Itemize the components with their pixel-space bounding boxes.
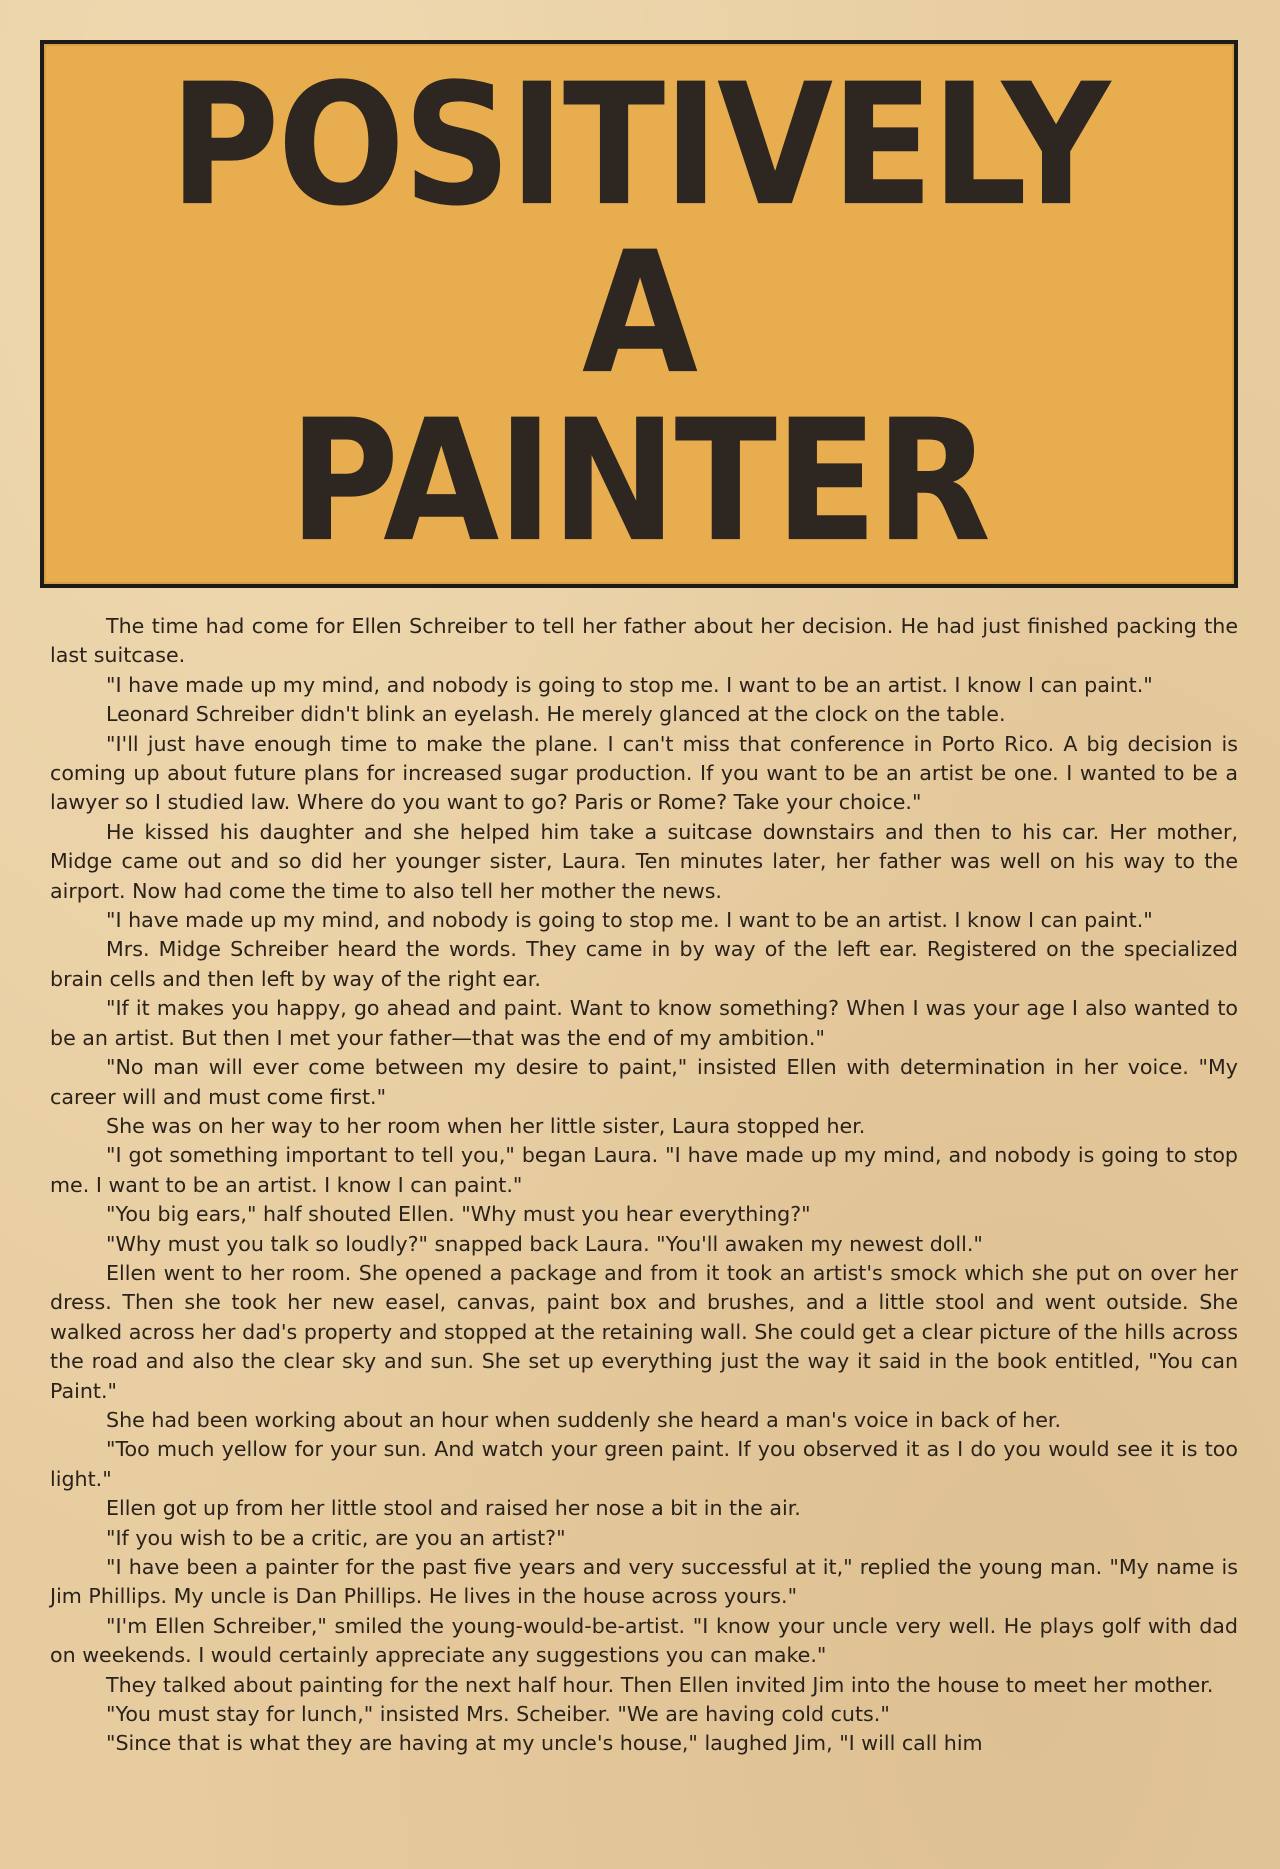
story-paragraph: "I have made up my mind, and nobody is going to stop me. I want to be an artist. I know I can paint." <box>106 908 1153 933</box>
story-paragraph: "I'll just have enough time to make the plane. I can't miss that conference in Porto Rico. A big decision is coming up about future plans for increased sugar production. If you want to be an artist be one. I wanted to be a lawyer so I studied law. Where do you want to go? Paris or Rome? Take your choice." <box>50 731 1238 815</box>
story-paragraph: Mrs. Midge Schreiber heard the words. They came in by way of the left ear. Registered on the specialized brain cells and then left by way of the right ear. <box>50 937 1238 991</box>
story-paragraph: Ellen went to her room. She opened a package and from it took an artist's smock which she put on over her dress. Then she took her new easel, canvas, paint box and brushes, and a little stool and went outside. She walked across her dad's property and stopped at the retaining wall. She could get a clear picture of the hills across the road and also the clear sky and sun. She set up everything just the way it said in the book entitled, "You can Paint." <box>50 1260 1238 1403</box>
story-paragraph: Leonard Schreiber didn't blink an eyelash. He merely glanced at the clock on the table. <box>106 702 1006 727</box>
story-paragraph: "I got something important to tell you," began Laura. "I have made up my mind, and nobody is going to stop me. I want to be an artist. I know I can paint." <box>50 1143 1238 1197</box>
story-paragraph: She had been working about an hour when suddenly she heard a man's voice in back of her. <box>106 1407 1062 1432</box>
story-paragraph: The time had come for Ellen Schreiber to tell her father about her decision. He had just finished packing the last suitcase. <box>50 614 1238 668</box>
story-paragraph: "You big ears," half shouted Ellen. "Why must you hear everything?" <box>106 1202 811 1227</box>
title-line-1: POSITIVELY <box>169 48 1109 244</box>
story-paragraph: They talked about painting for the next half hour. Then Ellen invited Jim into the house to meet her mother. <box>106 1672 1214 1697</box>
story-paragraph: "No man will ever come between my desire to paint," insisted Ellen with determination in her voice. "My career will and must come first." <box>50 1055 1238 1109</box>
story-paragraph: "I'm Ellen Schreiber," smiled the young-would-be-artist. "I know your uncle very well. He plays golf with dad on weekends. I would certainly appreciate any suggestions you can make." <box>50 1613 1238 1668</box>
title-line-3: PAINTER <box>289 384 989 580</box>
story-text <box>50 612 1238 1759</box>
story-paragraph: Ellen got up from her little stool and raised her nose a bit in the air. <box>106 1496 801 1521</box>
story-paragraph: "I have been a painter for the past five years and very successful at it," replied the young man. "My name is Jim Phillips. My uncle is Dan Phillips. He lives in the house across yours." <box>50 1555 1238 1609</box>
story-paragraph: "If you wish to be a critic, are you an artist?" <box>106 1525 566 1550</box>
title-panel <box>40 40 1238 588</box>
story-paragraph: "Since that is what they are having at my uncle's house," laughed Jim, "I will call him <box>106 1731 983 1756</box>
story-paragraph: "If it makes you happy, go ahead and paint. Want to know something? When I was your age I also wanted to be an artist. But then I met your father—that was the end of my ambition." <box>50 996 1238 1050</box>
story-paragraph: "I have made up my mind, and nobody is going to stop me. I want to be an artist. I know I can paint." <box>106 672 1153 697</box>
story-paragraph: He kissed his daughter and she helped him take a suitcase downstairs and then to his car. Her mother, Midge came out and so did her younger sister, Laura. Ten minutes later, her father was well on his way to the airport. Now had come the time to also tell her mother the news. <box>50 819 1238 903</box>
story-paragraph: "Too much yellow for your sun. And watch your green paint. If you observed it as I do you would see it is too light." <box>50 1437 1238 1491</box>
story-paragraph: "You must stay for lunch," insisted Mrs. Scheiber. "We are having cold cuts." <box>106 1702 890 1727</box>
story-paragraph: She was on her way to her room when her little sister, Laura stopped her. <box>106 1113 866 1138</box>
title-line-2: A <box>581 216 697 412</box>
story-paragraph: "Why must you talk so loudly?" snapped back Laura. "You'll awaken my newest doll." <box>106 1231 983 1256</box>
